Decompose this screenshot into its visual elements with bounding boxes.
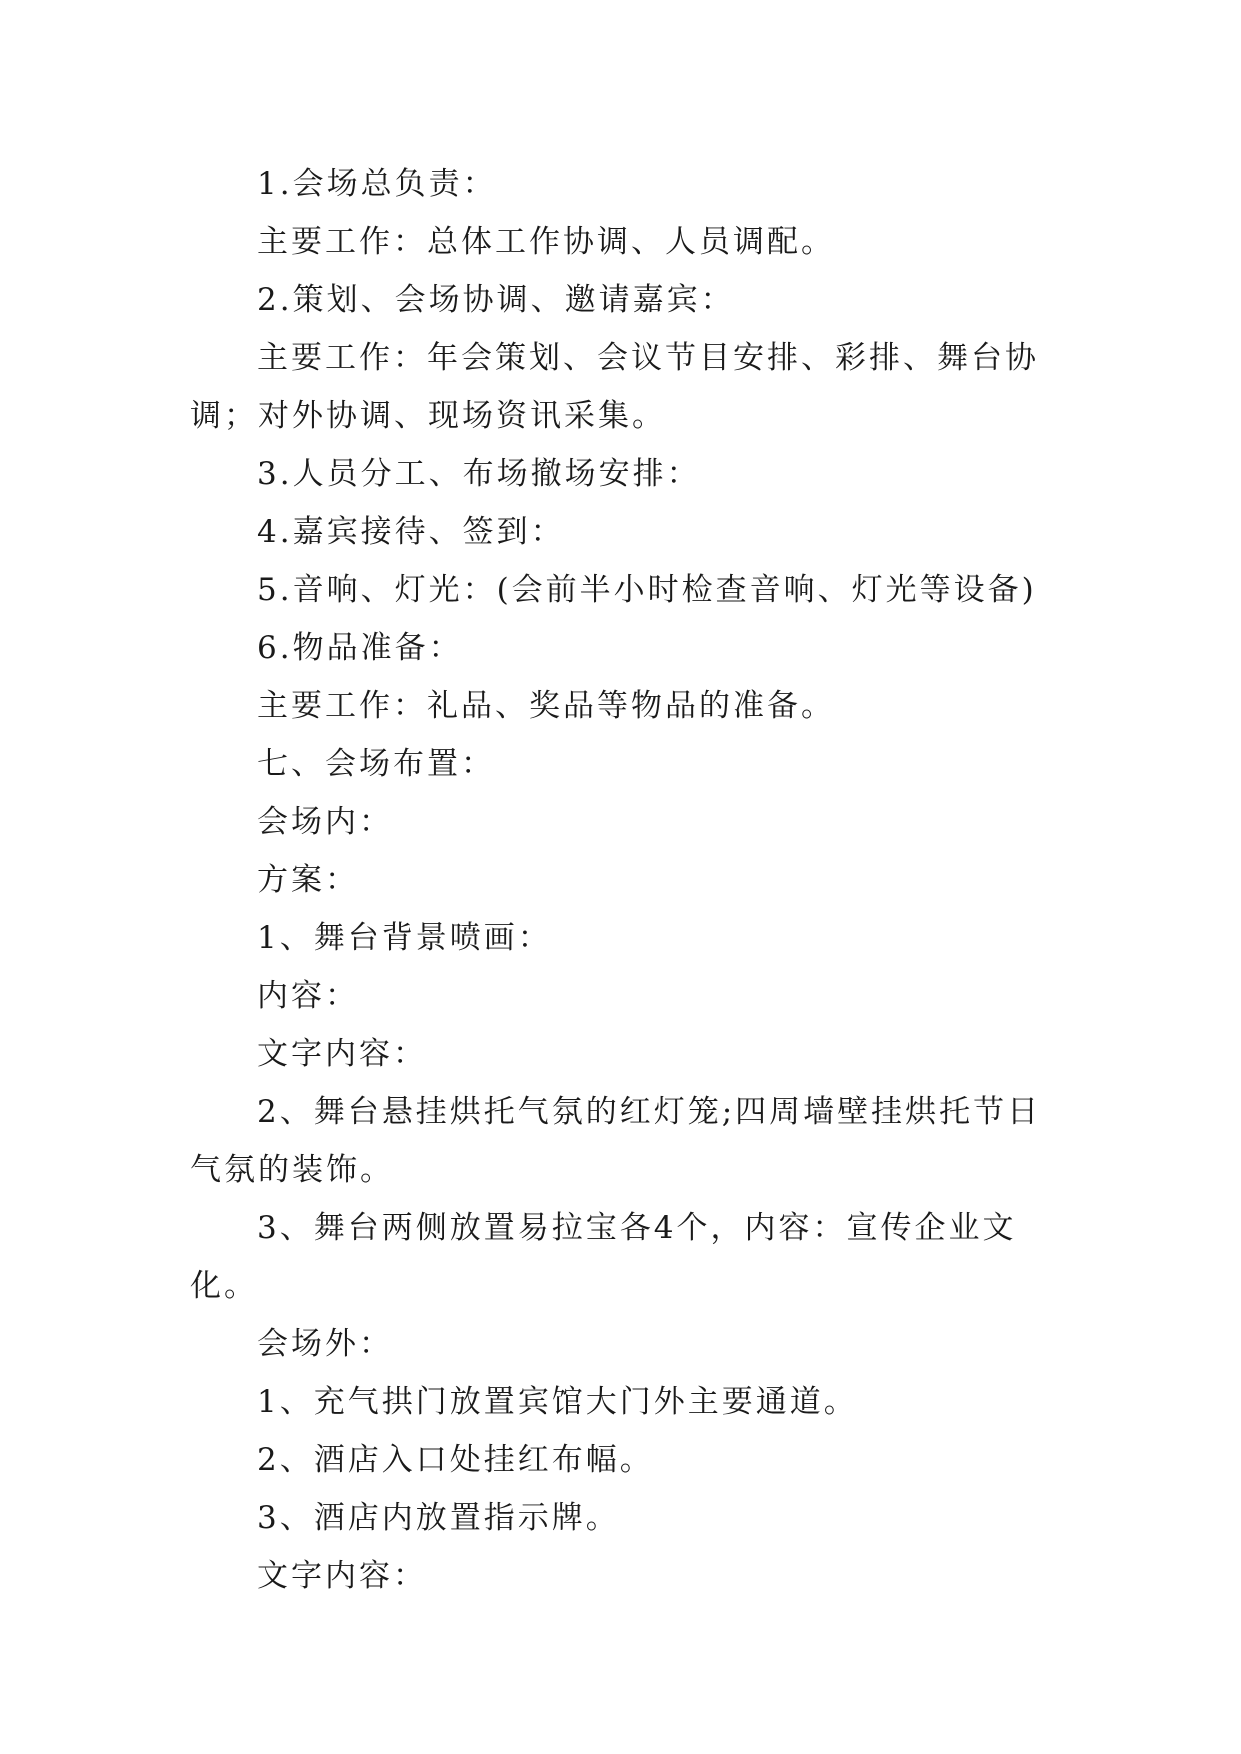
paragraph-9: 主要工作：礼品、奖品等物品的准备。: [257, 688, 835, 724]
paragraph-6: 4.嘉宾接待、签到：: [257, 514, 565, 550]
paragraph-12: 方案：: [257, 862, 359, 898]
paragraph-13: 1、舞台背景喷画：: [257, 920, 552, 956]
paragraph-18: 会场外：: [257, 1326, 393, 1362]
paragraph-19: 1、充气拱门放置宾馆大门外主要通道。: [257, 1384, 858, 1420]
paragraph-8: 6.物品准备：: [257, 630, 463, 666]
paragraph-14: 内容：: [257, 978, 359, 1014]
paragraph-17: 3、舞台两侧放置易拉宝各4个，内容：宣传企业文化。: [190, 1210, 1017, 1304]
paragraph-10: 七、会场布置：: [257, 746, 495, 782]
paragraph-15: 文字内容：: [257, 1036, 427, 1072]
paragraph-7: 5.音响、灯光：(会前半小时检查音响、灯光等设备): [257, 572, 1037, 608]
paragraph-4: 主要工作：年会策划、会议节目安排、彩排、舞台协调；对外协调、现场资讯采集。: [190, 340, 1039, 434]
paragraph-21: 3、酒店内放置指示牌。: [257, 1500, 620, 1536]
paragraph-16: 2、舞台悬挂烘托气氛的红灯笼;四周墙壁挂烘托节日气氛的装饰。: [190, 1094, 1042, 1188]
paragraph-11: 会场内：: [257, 804, 393, 840]
paragraph-3: 2.策划、会场协调、邀请嘉宾：: [257, 282, 735, 318]
document-body: [190, 155, 1070, 1605]
paragraph-20: 2、酒店入口处挂红布幅。: [257, 1442, 654, 1478]
paragraph-22: 文字内容：: [257, 1558, 427, 1594]
paragraph-1: 1.会场总负责：: [257, 166, 497, 202]
paragraph-5: 3.人员分工、布场撤场安排：: [257, 456, 701, 492]
paragraph-2: 主要工作：总体工作协调、人员调配。: [257, 224, 835, 260]
